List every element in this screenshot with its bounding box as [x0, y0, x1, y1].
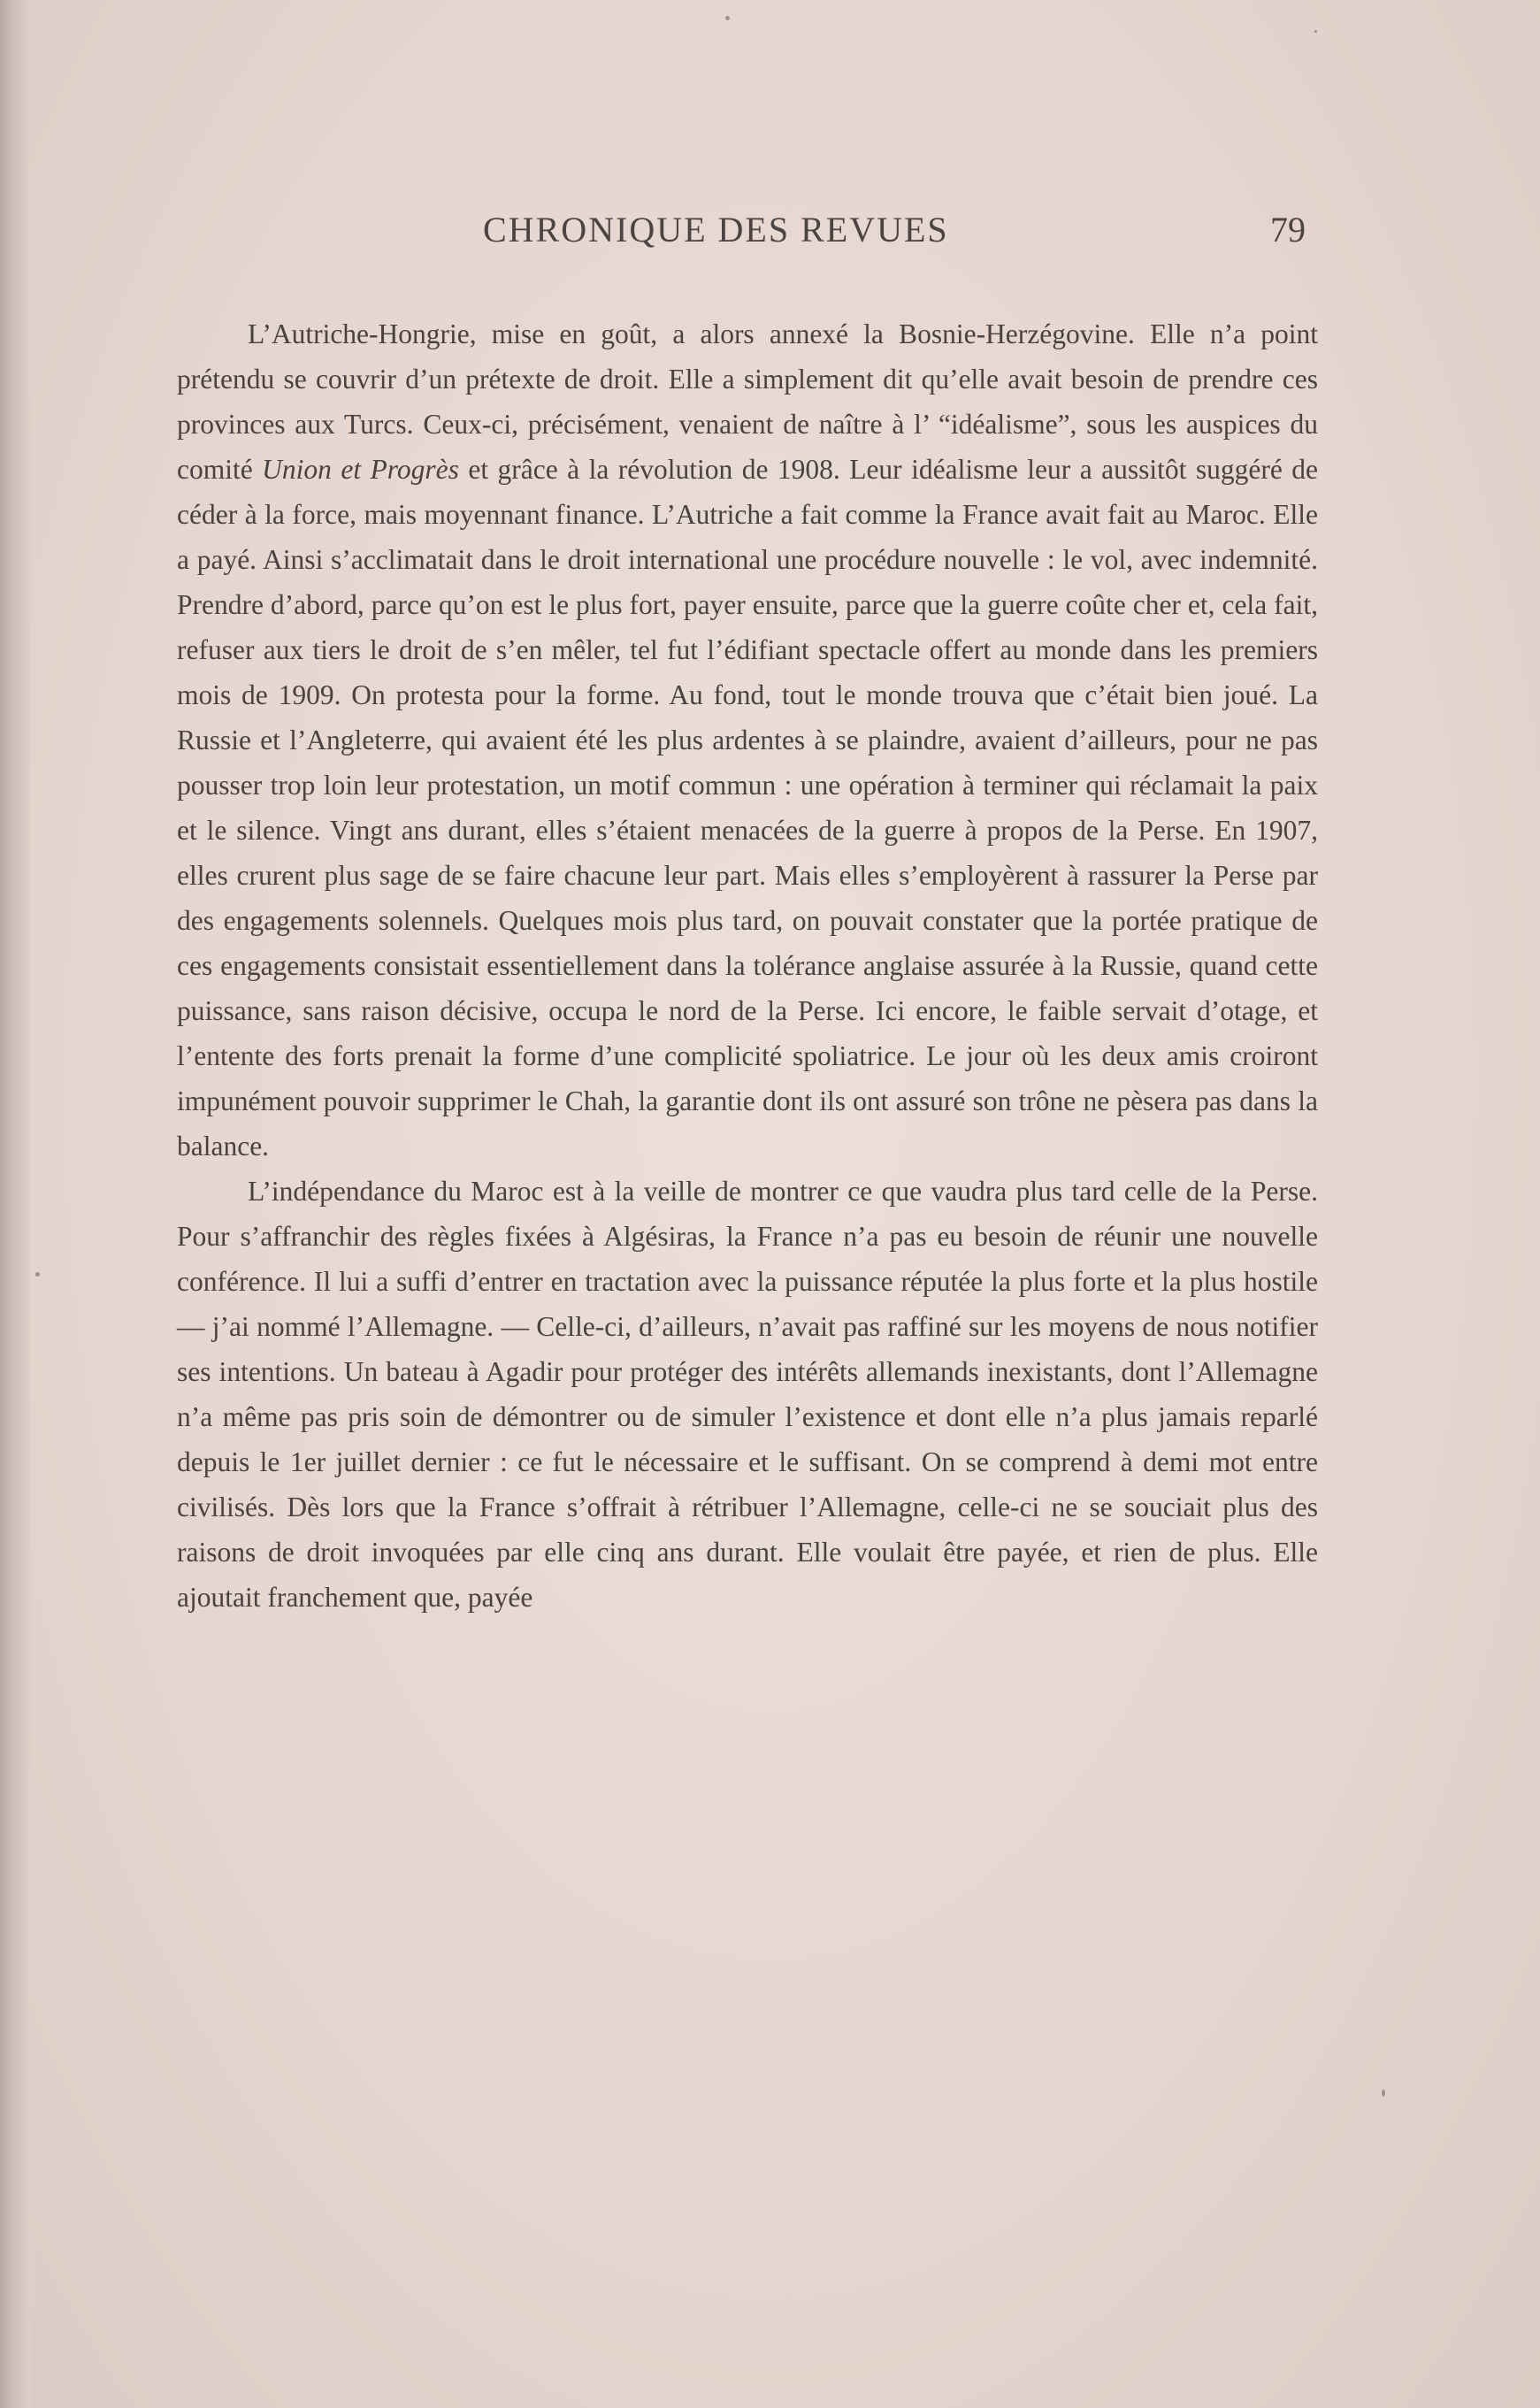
page-number: 79 [1270, 210, 1306, 249]
text-run: et grâce à la révolution de 1908. Leur idéalisme leur a aussitôt suggéré de céder à la force, mais moyennant finance. L’Autriche a fait comme la France avait fait au Maroc. Elle a payé. Ainsi s’acclimatait dans le droit international une procédure nouvelle : le vol, avec indemnité. Prendre d’abord, parce qu’on est le plus fort, payer ensuite, parce que la guerre coûte cher et, cela fait, refuser aux tiers le droit de s’en mêler, tel fut l’édifiant spectacle offert au monde dans les premiers mois de 1909. On protesta pour la forme. Au fond, tout le monde trouva que c’était bien joué. La Russie et l’Angleterre, qui avaient été les plus ardentes à se plaindre, avaient d’ailleurs, pour ne pas pousser trop loin leur protestation, un motif commun : une opération à terminer qui réclamait la paix et le silence. Vingt ans durant, elles s’étaient menacées de la guerre à propos de la Perse. En 1907, elles crurent plus sage de se faire chacune leur part. Mais elles s’employèrent à rassurer la Perse par des engagements solennels. Quelques mois plus tard, on pouvait constater que la portée pratique de ces engagements consistait essentiellement dans la tolérance anglaise assurée à la Russie, quand cette puissance, sans raison décisive, occupa le nord de la Perse. Ici encore, le faible servait d’otage, et l’entente des forts prenait la forme d’une complicité spoliatrice. Le jour où les deux amis croiront impunément pouvoir supprimer le Chah, la garantie dont ils ont assuré son trône ne pèsera pas dans la balance. [177, 454, 1318, 1162]
page-header [177, 209, 1306, 262]
text-run: L’indépendance du Maroc est à la veille de montrer ce que vaudra plus tard celle de la Perse. Pour s’affranchir des règles fixées à Algésiras, la France n’a pas eu besoin de réunir une nouvelle conférence. Il lui a suffi d’entrer en tractation avec la puissance réputée la plus forte et la plus hostile — j’ai nommé l’Allemagne. — Celle-ci, d’ailleurs, n’avait pas raffiné sur les moyens de nous notifier ses intentions. Un bateau à Agadir pour protéger des intérêts allemands inexistants, dont l’Allemagne n’a même pas pris soin de démontrer ou de simuler l’existence et dont elle n’a plus jamais reparlé depuis le 1er juillet dernier : ce fut le nécessaire et le suffisant. On se comprend à demi mot entre civilisés. Dès lors que la France s’offrait à rétribuer l’Allemagne, celle-ci ne se souciait plus des raisons de droit invoquées par elle cinq ans durant. Elle voulait être payée, et rien de plus. Elle ajoutait franchement que, payée [177, 1176, 1318, 1613]
paper-speck [1382, 2090, 1385, 2097]
paper-speck [1314, 30, 1317, 33]
body-text [177, 311, 1318, 1620]
page-spine-shadow [0, 0, 30, 2408]
running-title: CHRONIQUE DES REVUES [483, 210, 949, 249]
paper-speck [725, 16, 730, 20]
italic-title-run: Union et Progrès [262, 454, 459, 485]
paragraph [177, 311, 1318, 1169]
paper-speck [35, 1272, 40, 1277]
text-run: L’Autriche-Hongrie, mise en goût, a alors annexé la Bosnie-Herzégovine. Elle n’a point prétendu se couvrir d’un prétexte de droit. Elle a simplement dit qu’elle avait besoin de prendre ces provinces aux Turcs. Ceux-ci, précisément, venaient de naître à l’ “idéalisme”, sous les auspices du comité [177, 318, 1318, 485]
paragraph [177, 1169, 1318, 1620]
